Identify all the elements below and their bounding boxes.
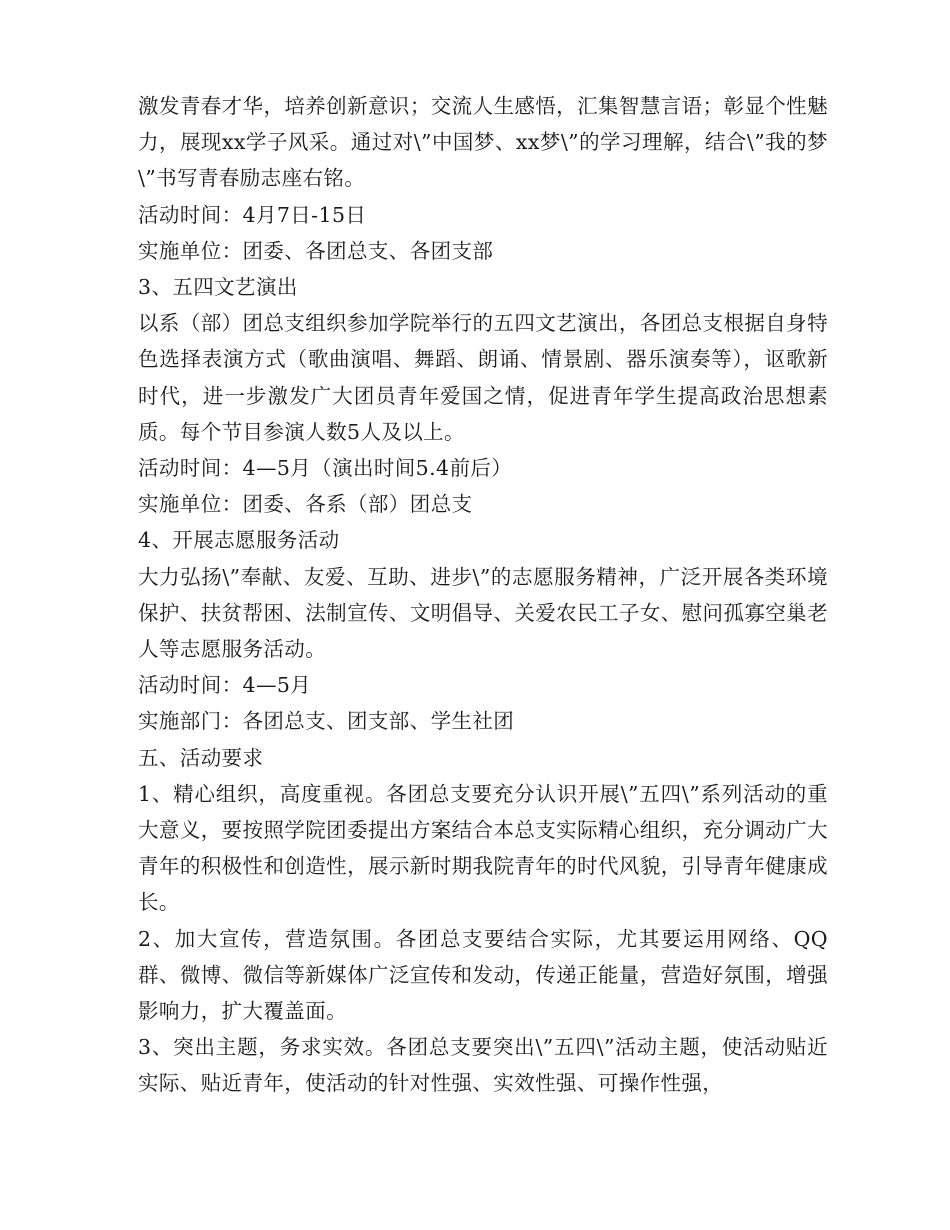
paragraph-performance: 以系（部）团总支组织参加学院举行的五四文艺演出，各团总支根据自身特色选择表演方式（歌曲演唱、舞蹈、朗诵、情景剧、器乐演奏等），讴歌新时代，进一步激发广大团员青年爱国之情，促进青年学生提高政治思想素质。每个节目参演人数5人及以上。 bbox=[138, 311, 828, 444]
implementing-unit-2: 实施单位：团委、各系（部）团总支 bbox=[138, 492, 473, 517]
section-heading-4: 4、开展志愿服务活动 bbox=[138, 528, 340, 553]
document-body bbox=[138, 88, 828, 1102]
activity-time-1: 活动时间：4月7日-15日 bbox=[138, 202, 367, 227]
activity-time-2: 活动时间：4—5月（演出时间5.4前后） bbox=[138, 456, 513, 481]
requirement-3: 3、突出主题，务求实效。各团总支要突出\”五四\”活动主题，使活动贴近实际、贴近青年，使活动的针对性强、实效性强、可操作性强， bbox=[138, 1035, 828, 1096]
requirement-2: 2、加大宣传，营造氛围。各团总支要结合实际，尤其要运用网络、QQ群、微博、微信等新媒体广泛宣传和发动，传递正能量，营造好氛围，增强影响力，扩大覆盖面。 bbox=[138, 926, 828, 1024]
section-heading-3: 3、五四文艺演出 bbox=[138, 275, 298, 300]
section-heading-requirements: 五、活动要求 bbox=[138, 745, 264, 770]
paragraph-volunteer: 大力弘扬\”奉献、友爱、互助、进步\”的志愿服务精神，广泛开展各类环境保护、扶贫帮困、法制宣传、文明倡导、关爱农民工子女、慰问孤寡空巢老人等志愿服务活动。 bbox=[138, 564, 828, 662]
implementing-department: 实施部门：各团总支、团支部、学生社团 bbox=[138, 709, 515, 734]
activity-time-3: 活动时间：4—5月 bbox=[138, 673, 312, 698]
implementing-unit-1: 实施单位：团委、各团总支、各团支部 bbox=[138, 238, 494, 263]
paragraph-intro: 激发青春才华，培养创新意识；交流人生感悟，汇集智慧言语；彰显个性魅力，展现xx学子风采。通过对\”中国梦、xx梦\”的学习理解，结合\”我的梦\”书写青春励志座右铭。 bbox=[138, 94, 828, 191]
requirement-1: 1、精心组织，高度重视。各团总支要充分认识开展\”五四\”系列活动的重大意义，要按照学院团委提出方案结合本总支实际精心组织，充分调动广大青年的积极性和创造性，展示新时期我院青年的时代风貌，引导青年健康成长。 bbox=[138, 781, 828, 915]
